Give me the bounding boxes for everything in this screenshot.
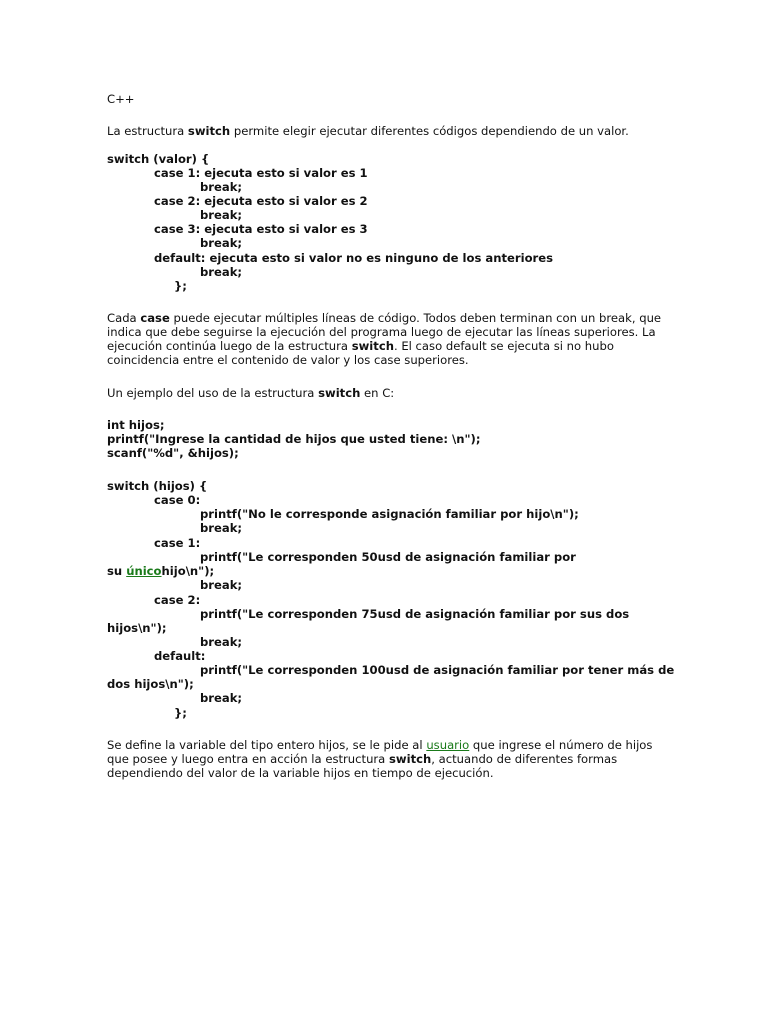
code-line: }; [174, 279, 187, 293]
keyword-switch: switch [318, 386, 361, 400]
code-line: break; [200, 691, 243, 705]
code-line: printf("No le corresponde asignación familiar por hijo\n"); [200, 507, 579, 521]
code-line: break; [200, 578, 243, 592]
intro-paragraph: La estructura switch permite elegir ejecutar diferentes códigos dependiendo de un valor. [107, 124, 629, 138]
usuario-link[interactable]: usuario [426, 738, 470, 752]
code-line: break; [200, 236, 243, 250]
code-line: case 1: ejecuta esto si valor es 1 [154, 166, 368, 180]
unico-link[interactable]: único [126, 564, 162, 578]
code-line: int hijos; [107, 418, 165, 432]
code-line: case 2: [154, 593, 201, 607]
code-line: hijos\n"); [107, 621, 167, 635]
code-line: default: ejecuta esto si valor no es ninguno de los anteriores [154, 251, 554, 265]
document-page: C++ La estructura switch permite elegir ejecutar diferentes códigos dependiendo de un valor. switch (valor) { case 1: ejecuta esto si valor es 1 break; case 2: ejecuta esto si valor es 2 break; case 3: ejecuta esto si valor es 3 break; default: ejecuta esto si valor no es ninguno de los anteriores break; }; Cada case puede ejecutar múltiples líneas de código. Todos deben terminan con un break, que indica que debe seguirse la ejecución del programa luego de ejecutar las líneas superiores. La ejecución continúa luego de la estructura switch. El caso default se ejecuta si no hubo coincidencia entre el contenido de valor y los case superiores. Un ejemplo del uso de la estructura switch en C: int hijos; printf("Ingrese la cantidad de hijos que usted tiene: \n"); scanf("%d", &hijos); switch (hijos) { case 0: printf("No le corresponde asignación familiar por hijo\n"); break; case 1: printf("Le corresponden 50usd de asignación familiar por su únicohijo\n"); break; case 2: printf("Le corresponden 75usd de asignación familiar por sus dos hijos\n"); break; default: printf("Le corresponden 100usd de asignación familiar por tener más de dos hijos\n"); break; }; Se define la variable del tipo entero hijos, se le pide al usuario que ingrese el número de hijos que posee y luego entra en acción la estructura switch, actuando de diferentes formas dependiendo del valor de la variable hijos en tiempo de ejecución. [107, 92, 675, 780]
code-line: printf("Le corresponden 100usd de asignación familiar por tener más de [200, 663, 675, 677]
code-line: printf("Ingrese la cantidad de hijos que usted tiene: \n"); [107, 432, 481, 446]
doc-heading: C++ [107, 92, 135, 106]
keyword-switch: switch [187, 124, 231, 138]
code-line: su únicohijo\n"); [107, 564, 215, 578]
example-intro: Un ejemplo del uso de la estructura switch en C: [107, 386, 395, 400]
code-line: break; [200, 521, 243, 535]
code-line: switch (valor) { [107, 152, 210, 166]
code-line: printf("Le corresponden 75usd de asignación familiar por sus dos [200, 607, 630, 621]
code-line: case 1: [154, 536, 201, 550]
code-line: scanf("%d", &hijos); [107, 446, 239, 460]
code-line: case 0: [154, 493, 201, 507]
code-line: case 3: ejecuta esto si valor es 3 [154, 222, 368, 236]
code-line: break; [200, 180, 243, 194]
code-line: }; [174, 706, 187, 720]
code-line: case 2: ejecuta esto si valor es 2 [154, 194, 368, 208]
keyword-switch: switch [351, 339, 394, 353]
keyword-case: case [140, 311, 170, 325]
code-line: break; [200, 635, 243, 649]
code-line: default: [154, 649, 206, 663]
code-line: dos hijos\n"); [107, 677, 194, 691]
keyword-switch: switch [388, 752, 432, 766]
code-line: printf("Le corresponden 50usd de asignación familiar por [200, 550, 576, 564]
code-line: break; [200, 265, 243, 279]
code-line: switch (hijos) { [107, 479, 208, 493]
code-line: break; [200, 208, 243, 222]
